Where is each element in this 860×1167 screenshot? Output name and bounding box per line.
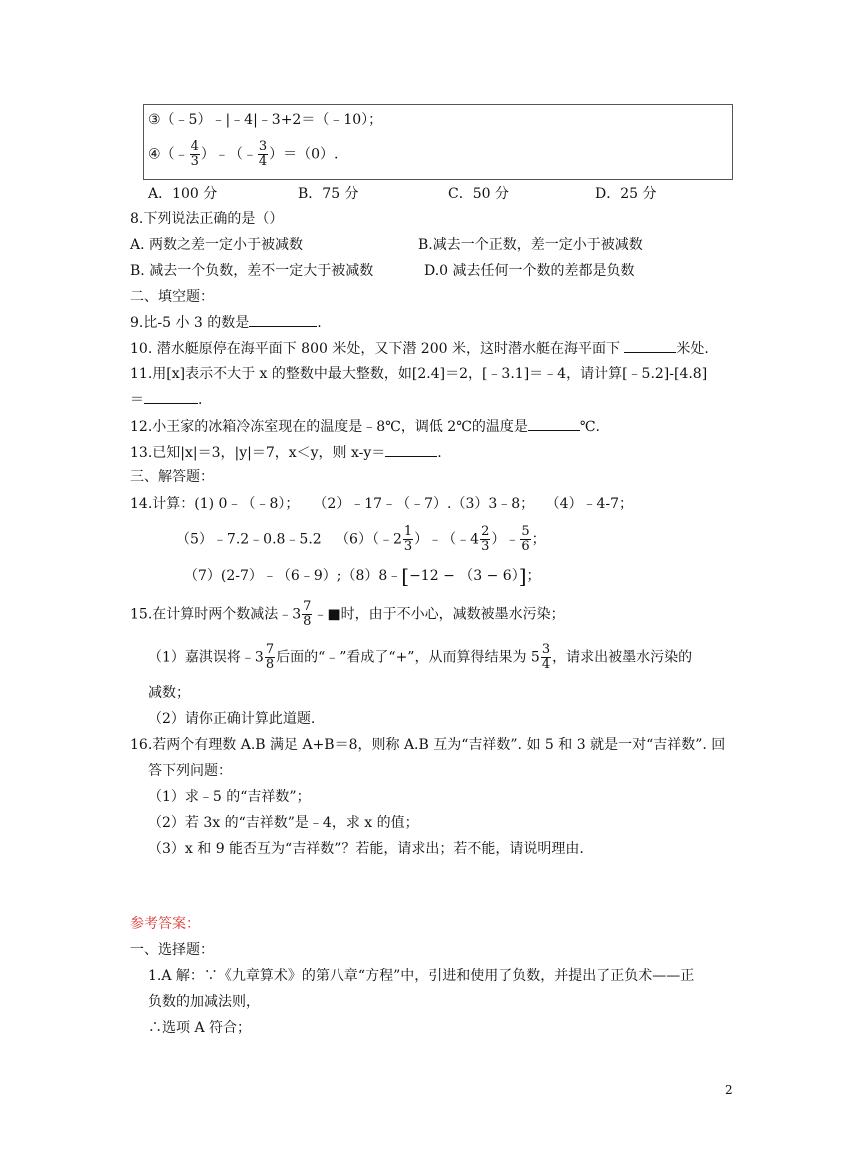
q9 xyxy=(130,312,322,333)
numerator: 4 xyxy=(190,139,199,154)
page-number: 2 xyxy=(725,1083,733,1097)
q11-line2 xyxy=(130,389,202,410)
fraction xyxy=(520,525,530,554)
text: 9.比-5 小 3 的数是 xyxy=(130,315,250,331)
text: ； xyxy=(526,568,541,584)
text: ）﹣（﹣4 xyxy=(414,531,480,548)
section-fill-in: 二、填空题： xyxy=(130,289,214,305)
answer-blank xyxy=(624,338,676,353)
q16-part1: （1）求﹣5 的“吉祥数”； xyxy=(148,789,311,805)
fraction xyxy=(480,525,490,554)
section-solve: 三、解答题： xyxy=(130,469,214,485)
q8-option-d: D.0 减去任何一个数的差都是负数 xyxy=(424,263,635,279)
box-line-3: ③（﹣5）﹣|﹣4|﹣3+2＝（﹣10）； xyxy=(148,112,383,128)
numerator: 3 xyxy=(541,642,551,657)
text: （1）嘉淇误将﹣3 xyxy=(148,649,264,666)
text: . xyxy=(198,392,203,408)
q7-option-d: D．25 分 xyxy=(595,186,657,202)
q12 xyxy=(130,416,600,437)
answer-1-line3: ∴选项 A 符合； xyxy=(148,1020,252,1036)
left-bracket: [ xyxy=(401,564,410,588)
denominator: 4 xyxy=(541,657,551,672)
text: ）＝（0）. xyxy=(269,146,339,163)
text: 12.小王家的冰箱冷冻室现在的温度是﹣8℃，调低 2℃的温度是 xyxy=(130,419,528,435)
q14-line1: 14.计算：(1) 0﹣（﹣8）； （2）﹣17﹣（﹣7）.（3）3﹣8； （4）﹣4-7； xyxy=(130,496,634,512)
text: （5）﹣7.2﹣0.8﹣5.2 xyxy=(176,531,322,548)
text: ）﹣ xyxy=(491,531,520,548)
numerator: 5 xyxy=(521,524,530,539)
q8-option-a: A. 两数之差一定小于被减数 xyxy=(130,237,304,253)
fraction xyxy=(258,140,268,169)
text: . xyxy=(437,445,442,461)
answers-title: 参考答案： xyxy=(130,916,200,932)
numerator: 3 xyxy=(258,139,268,154)
text: ＝ xyxy=(130,392,144,408)
denominator: 4 xyxy=(258,154,268,169)
text: ）﹣（﹣ xyxy=(200,146,257,163)
text: 10. 潜水艇原停在海平面下 800 米处，又下潜 200 米，这时潜水艇在海平面下 xyxy=(130,341,625,357)
denominator: 3 xyxy=(190,154,199,169)
numerator: 2 xyxy=(481,524,490,539)
q14-line3 xyxy=(184,566,541,586)
q15-part1-line2: 减数； xyxy=(148,685,190,701)
q16-line2: 答下列问题： xyxy=(148,763,232,779)
q11-line1: 11.用[x]表示不大于 x 的整数中最大整数，如[2.4]＝2，[﹣3.1]＝﹣4，请计算[﹣5.2]-[4.8] xyxy=(130,366,708,382)
text: ，请求出被墨水污染的 xyxy=(552,649,693,666)
denominator: 3 xyxy=(481,539,490,554)
text: 15.在计算时两个数减法﹣3 xyxy=(130,606,302,623)
answer-1-line2: 负数的加减法则， xyxy=(148,994,260,1010)
text: . xyxy=(317,315,322,331)
q16-part3: （3）x 和 9 能否互为“吉祥数”？若能，请求出；若不能，请说明理由. xyxy=(148,841,584,857)
q13 xyxy=(130,442,442,463)
numerator: 7 xyxy=(303,599,312,614)
q7-option-c: C．50 分 xyxy=(448,186,509,202)
q10 xyxy=(130,338,709,359)
text: 后面的“﹣”看成了“+”，从而算得结果为 5 xyxy=(276,649,540,666)
answer-blank xyxy=(528,416,580,431)
denominator: 6 xyxy=(521,539,530,554)
q14-line2 xyxy=(176,525,546,554)
q7-option-a: A．100 分 xyxy=(148,186,218,202)
text: （6）（﹣2 xyxy=(335,531,402,548)
answer-blank xyxy=(249,312,317,327)
answers-section1: 一、选择题： xyxy=(130,942,214,958)
numerator: 7 xyxy=(265,642,275,657)
q8-option-b2: B. 减去一个负数，差不一定大于被减数 xyxy=(130,263,374,279)
fraction xyxy=(302,600,312,629)
q15-part2: （2）请你正确计算此道题. xyxy=(148,711,316,727)
q16-part2: （2）若 3x 的“吉祥数”是﹣4，求 x 的值； xyxy=(148,815,419,831)
fraction xyxy=(541,643,551,672)
q16-line1: 16.若两个有理数 A.B 满足 A+B＝8，则称 A.B 互为“吉祥数”. 如 5 和 3 就是一对“吉祥数”. 回 xyxy=(130,737,726,753)
numerator: 1 xyxy=(403,524,413,539)
text: ； xyxy=(531,531,546,548)
text: 13.已知|x|＝3，|y|＝7，x＜y，则 x-y＝ xyxy=(130,445,386,461)
text: ℃. xyxy=(579,419,600,435)
fraction xyxy=(265,643,275,672)
answer-blank xyxy=(385,442,437,457)
text: （7）(2-7）﹣（6﹣9）;（8）8﹣ xyxy=(184,568,402,584)
text: ④（﹣ xyxy=(148,146,189,163)
text: −12 − （3 − 6） xyxy=(409,568,519,584)
q7-option-b: B．75 分 xyxy=(298,186,359,202)
denominator: 3 xyxy=(403,539,413,554)
q8-option-b1: B.减去一个正数，差一定小于被减数 xyxy=(418,237,643,253)
text: 米处. xyxy=(676,341,709,357)
denominator: 8 xyxy=(265,657,275,672)
right-bracket: ] xyxy=(518,564,527,588)
fraction xyxy=(190,140,200,169)
q8-stem: 8.下列说法正确的是（） xyxy=(130,211,284,227)
box-line-4 xyxy=(148,140,338,169)
answer-1-line1: 1.A 解：∵《九章算术》的第八章“方程”中，引进和使用了负数，并提出了正负术——正 xyxy=(148,968,695,984)
q15-stem xyxy=(130,600,565,629)
answer-blank xyxy=(144,389,198,404)
fraction xyxy=(403,525,413,554)
denominator: 8 xyxy=(303,614,312,629)
text: ﹣■时，由于不小心，减数被墨水污染； xyxy=(313,606,565,623)
q15-part1 xyxy=(148,643,692,672)
